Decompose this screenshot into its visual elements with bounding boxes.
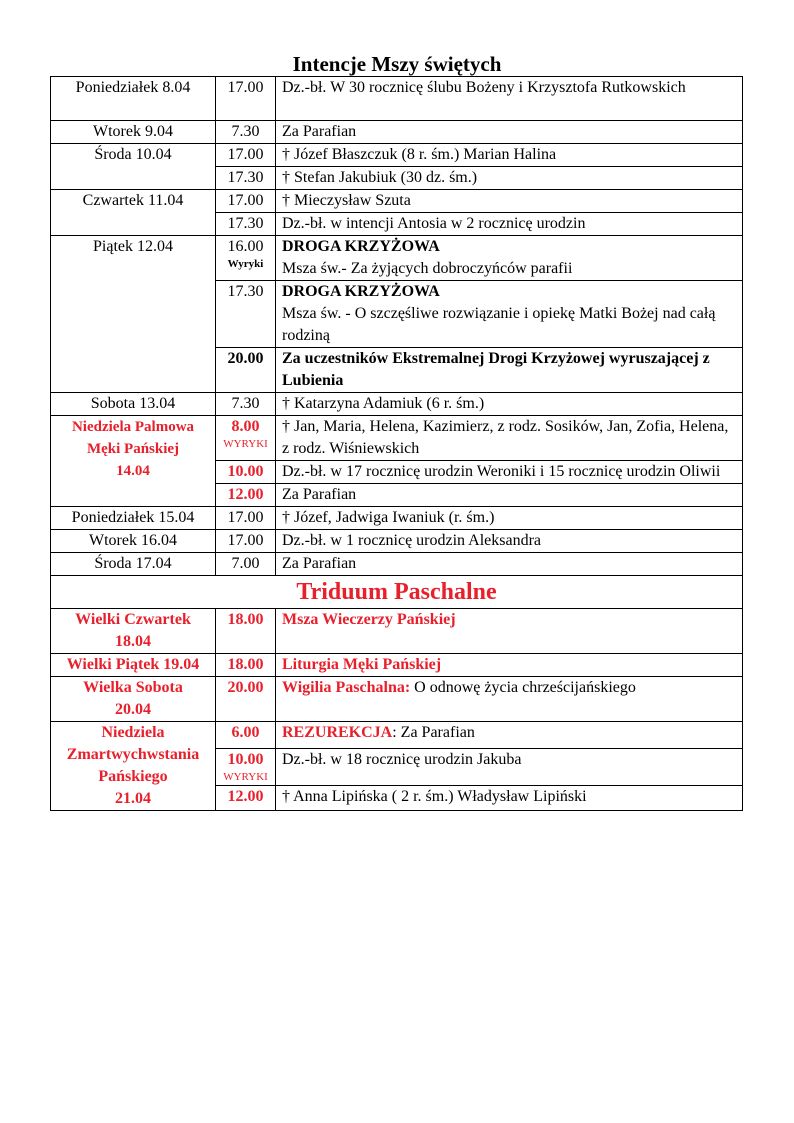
intention-text: O odnowę życia chrześcijańskiego: [410, 679, 636, 696]
time-cell: 6.00: [216, 722, 276, 749]
time-cell: 17.30: [216, 167, 276, 190]
intention-cell: Dz.-bł. w 17 rocznicę urodzin Weroniki i 15 rocznicę urodzin Oliwii: [276, 461, 743, 484]
day-cell: Wtorek 16.04: [51, 530, 216, 553]
intention-text: Msza św.- Za żyjących dobroczyńców parafii: [282, 260, 573, 277]
day-cell: [51, 722, 216, 811]
time-value: 8.00: [231, 418, 260, 435]
table-row: [51, 576, 743, 609]
day-line: Zmartwychwstania: [66, 746, 200, 763]
page-title: Intencje Mszy świętych: [292, 52, 502, 76]
intention-cell: Dz.-bł. W 30 rocznicę ślubu Bożeny i Krzysztofa Rutkowskich: [276, 77, 743, 121]
day-line: Niedziela Palmowa: [71, 419, 195, 435]
intention-cell: † Józef Błaszczuk (8 r. śm.) Marian Halina: [276, 144, 743, 167]
time-cell: 18.00: [216, 609, 276, 654]
day-cell: Środa 10.04: [51, 144, 216, 190]
location-note: WYRYKI: [223, 438, 268, 450]
time-cell: 17.00: [216, 507, 276, 530]
day-cell: Środa 17.04: [51, 553, 216, 576]
day-line: 18.04: [115, 633, 151, 650]
day-line: 20.04: [115, 701, 151, 718]
day-line: Niedziela: [101, 724, 165, 741]
time-cell: 17.00: [216, 77, 276, 121]
intention-cell: Dz.-bł. w intencji Antosia w 2 rocznicę urodzin: [276, 213, 743, 236]
day-cell: Piątek 12.04: [51, 236, 216, 393]
time-cell: [216, 416, 276, 461]
time-value: 10.00: [227, 751, 264, 768]
day-line: Pańskiego: [98, 768, 168, 785]
day-line: 21.04: [115, 790, 151, 807]
day-cell: Wielki Piątek 19.04: [51, 654, 216, 677]
table-row: [51, 393, 743, 416]
intention-heading: DROGA KRZYŻOWA: [282, 238, 440, 255]
table-row: [51, 609, 743, 654]
intention-cell: Dz.-bł. w 1 rocznicę urodzin Aleksandra: [276, 530, 743, 553]
intention-cell: Dz.-bł. w 18 rocznicę urodzin Jakuba: [276, 749, 743, 786]
time-cell: [216, 749, 276, 786]
intention-heading: Wigilia Paschalna:: [282, 679, 411, 696]
time-cell: 17.00: [216, 144, 276, 167]
intention-cell: Liturgia Męki Pańskiej: [276, 654, 743, 677]
intention-cell: † Katarzyna Adamiuk (6 r. śm.): [276, 393, 743, 416]
time-cell: 20.00: [216, 677, 276, 722]
intention-cell: † Anna Lipińska ( 2 r. śm.) Władysław Lipiński: [276, 786, 743, 811]
intention-cell: [276, 677, 743, 722]
intention-cell: Za Parafian: [276, 553, 743, 576]
location-note: WYRYKI: [223, 771, 268, 783]
day-line: 14.04: [116, 463, 150, 479]
day-cell: Sobota 13.04: [51, 393, 216, 416]
intention-cell: [276, 281, 743, 348]
time-cell: 17.30: [216, 213, 276, 236]
time-cell: 18.00: [216, 654, 276, 677]
time-cell: 10.00: [216, 461, 276, 484]
intention-text: Msza św. - O szczęśliwe rozwiązanie i opiekę Matki Bożej nad całą rodziną: [282, 305, 716, 344]
day-cell: Poniedziałek 15.04: [51, 507, 216, 530]
time-cell: 17.00: [216, 530, 276, 553]
time-cell: 17.30: [216, 281, 276, 348]
time-cell: 12.00: [216, 786, 276, 811]
day-line: Męki Pańskiej: [86, 441, 180, 457]
time-cell: 7.30: [216, 393, 276, 416]
mass-intentions-table: [50, 76, 743, 811]
day-cell: [51, 677, 216, 722]
day-cell: Czwartek 11.04: [51, 190, 216, 236]
time-cell: 17.00: [216, 190, 276, 213]
intention-cell: † Józef, Jadwiga Iwaniuk (r. śm.): [276, 507, 743, 530]
intention-cell: Za uczestników Ekstremalnej Drogi Krzyżowej wyruszającej z Lubienia: [276, 348, 743, 393]
table-row: [51, 416, 743, 461]
time-cell: 12.00: [216, 484, 276, 507]
day-line: Wielka Sobota: [83, 679, 183, 696]
table-row: [51, 236, 743, 281]
time-cell: [216, 236, 276, 281]
intention-heading: REZUREKCJA: [282, 724, 393, 741]
day-cell: Wtorek 9.04: [51, 121, 216, 144]
time-cell: 20.00: [216, 348, 276, 393]
table-row: [51, 190, 743, 213]
day-line: Wielki Czwartek: [75, 611, 191, 628]
time-value: 16.00: [227, 238, 264, 255]
table-row: [51, 530, 743, 553]
location-note: Wyryki: [227, 258, 264, 270]
intention-cell: † Stefan Jakubiuk (30 dz. śm.): [276, 167, 743, 190]
section-title: Triduum Paschalne: [51, 576, 743, 609]
day-cell: Poniedziałek 8.04: [51, 77, 216, 121]
intention-text: : Za Parafian: [392, 724, 475, 741]
intention-cell: † Jan, Maria, Helena, Kazimierz, z rodz. Sosików, Jan, Zofia, Helena, z rodz. Wiśniewskich: [276, 416, 743, 461]
day-cell: [51, 609, 216, 654]
table-row: [51, 507, 743, 530]
table-row: [51, 77, 743, 121]
intention-cell: † Mieczysław Szuta: [276, 190, 743, 213]
intention-cell: [276, 236, 743, 281]
intention-heading: DROGA KRZYŻOWA: [282, 283, 440, 300]
intention-cell: Za Parafian: [276, 121, 743, 144]
table-row: [51, 677, 743, 722]
intention-cell: Msza Wieczerzy Pańskiej: [276, 609, 743, 654]
day-cell: [51, 416, 216, 507]
table-row: [51, 144, 743, 167]
table-row: [51, 722, 743, 749]
table-row: [51, 553, 743, 576]
table-row: [51, 654, 743, 677]
table-row: [51, 121, 743, 144]
time-cell: 7.00: [216, 553, 276, 576]
time-cell: 7.30: [216, 121, 276, 144]
intention-cell: [276, 722, 743, 749]
intention-cell: Za Parafian: [276, 484, 743, 507]
